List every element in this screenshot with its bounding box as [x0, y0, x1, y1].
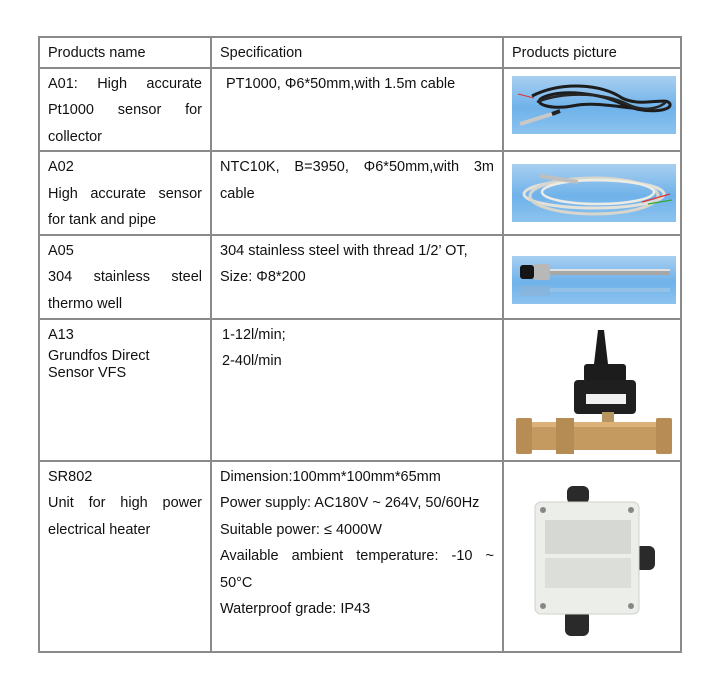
product-name-cell	[39, 151, 211, 235]
products-table	[38, 36, 682, 653]
header-products-picture: Products picture	[503, 37, 681, 68]
table-row	[39, 319, 681, 461]
grundfos-vfs-image	[512, 324, 676, 456]
specification-cell	[211, 319, 503, 461]
table-row	[39, 151, 681, 235]
picture-cell	[503, 68, 681, 152]
specification-cell	[211, 68, 503, 152]
spec-line: Available ambient temperature: -10 ~ 50°C	[220, 548, 494, 591]
product-name-cell	[39, 319, 211, 461]
thermo-well-image	[512, 256, 676, 304]
product-name: Grundfos Direct Sensor VFS	[48, 348, 150, 381]
product-name-cell	[39, 235, 211, 319]
ntc10k-sensor-image	[512, 164, 676, 222]
picture-cell	[503, 461, 681, 652]
product-name: High accurate sensor for tank and pipe	[48, 185, 202, 228]
product-code: SR802	[48, 468, 93, 485]
spec-line: Dimension:100mm*100mm*65mm	[220, 468, 441, 485]
specification-cell	[211, 235, 503, 319]
header-products-name: Products name	[39, 37, 211, 68]
header-specification: Specification	[211, 37, 503, 68]
product-code: A13	[48, 326, 74, 343]
spec-line: 2-40l/min	[222, 353, 282, 369]
spec-line: Suitable power: ≤ 4000W	[220, 521, 382, 538]
table-row	[39, 68, 681, 152]
picture-cell	[503, 151, 681, 235]
sr802-unit-image	[527, 486, 657, 636]
product-name-cell	[39, 461, 211, 652]
table-row	[39, 461, 681, 652]
spec-line: Waterproof grade: IP43	[220, 601, 371, 617]
product-code: A05	[48, 242, 74, 259]
picture-cell	[503, 235, 681, 319]
spec-line: NTC10K, B=3950, Φ6*50mm,with 3m cable	[220, 159, 494, 202]
spec-line: PT1000, Φ6*50mm,with 1.5m cable	[226, 75, 456, 92]
spec-line: Power supply: AC180V ~ 264V, 50/60Hz	[220, 495, 480, 511]
table-row	[39, 235, 681, 319]
spec-line: 1-12l/min;	[222, 326, 286, 343]
product-name: Unit for high power electrical heater	[48, 495, 202, 538]
pt1000-sensor-image	[512, 76, 676, 134]
product-name: 304 stainless steel thermo well	[48, 269, 202, 312]
table-header-row	[39, 37, 681, 68]
picture-cell	[503, 319, 681, 461]
specification-cell	[211, 461, 503, 652]
spec-line: 304 stainless steel with thread 1/2’ OT, Size: Φ8*200	[220, 242, 468, 285]
product-code: A02	[48, 159, 74, 175]
product-name: A01: High accurate Pt1000 sensor for collector	[48, 75, 202, 145]
product-name-cell	[39, 68, 211, 152]
specification-cell	[211, 151, 503, 235]
